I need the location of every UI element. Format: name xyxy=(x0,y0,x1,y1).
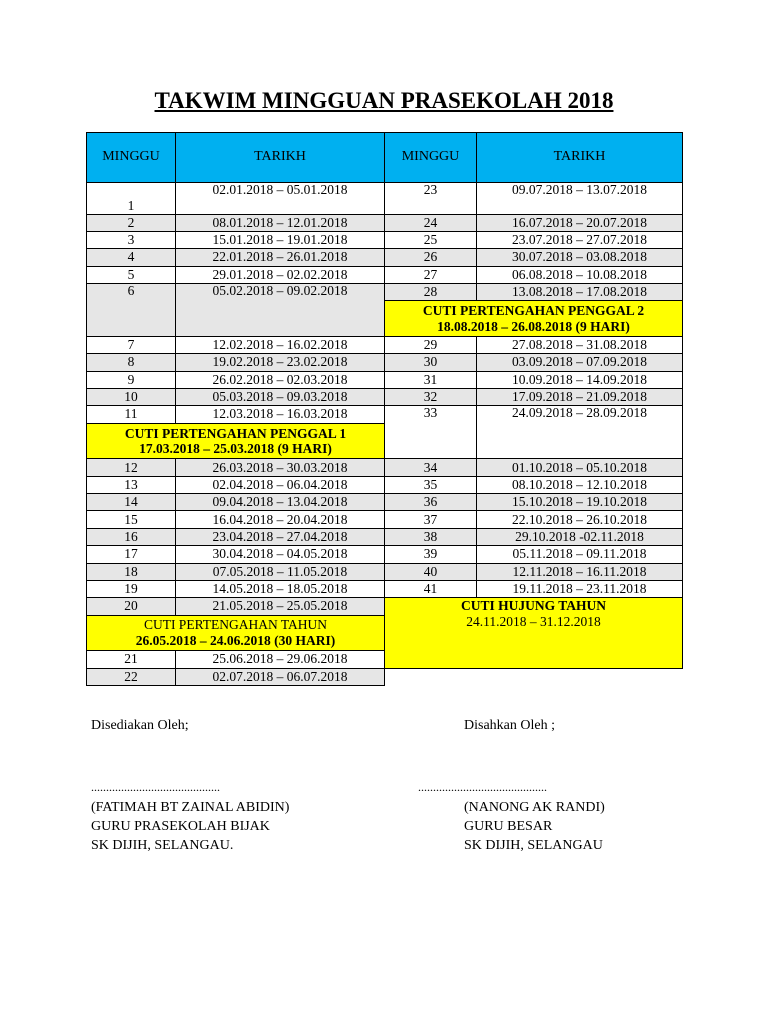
week-number: 25 xyxy=(385,231,477,248)
week-dates: 19.11.2018 – 23.11.2018 xyxy=(477,580,683,597)
header-minggu-left: MINGGU xyxy=(87,133,176,183)
holiday-mid-term-1 xyxy=(87,423,385,459)
table-row xyxy=(87,476,683,493)
week-number: 23 xyxy=(385,182,477,214)
week-number: 9 xyxy=(87,371,176,388)
week-number: 24 xyxy=(385,214,477,231)
week-number: 15 xyxy=(87,511,176,528)
page-title: TAKWIM MINGGUAN PRASEKOLAH 2018 xyxy=(154,88,614,113)
week-dates: 05.11.2018 – 09.11.2018 xyxy=(477,546,683,563)
header-tarikh-right: TARIKH xyxy=(477,133,683,183)
signature-line-right: ........................................... xyxy=(418,780,547,794)
week-dates: 23.04.2018 – 27.04.2018 xyxy=(176,528,385,545)
table-row xyxy=(87,354,683,371)
week-number: 14 xyxy=(87,494,176,511)
week-dates: 09.04.2018 – 13.04.2018 xyxy=(176,494,385,511)
holiday-dates: 24.11.2018 – 31.12.2018 xyxy=(466,613,601,629)
week-dates: 17.09.2018 – 21.09.2018 xyxy=(477,389,683,406)
week-dates: 12.02.2018 – 16.02.2018 xyxy=(176,337,385,354)
header-minggu-right: MINGGU xyxy=(385,133,477,183)
week-number: 1 xyxy=(87,182,176,214)
week-dates: 13.08.2018 – 17.08.2018 xyxy=(477,283,683,300)
week-number: 22 xyxy=(87,668,176,685)
week-number: 8 xyxy=(87,354,176,371)
week-dates: 01.10.2018 – 05.10.2018 xyxy=(477,459,683,476)
week-number: 41 xyxy=(385,580,477,597)
week-dates: 23.07.2018 – 27.07.2018 xyxy=(477,231,683,248)
week-number: 7 xyxy=(87,337,176,354)
week-number: 29 xyxy=(385,337,477,354)
table-row xyxy=(87,266,683,283)
week-number: 11 xyxy=(87,406,176,423)
week-dates: 27.08.2018 – 31.08.2018 xyxy=(477,337,683,354)
week-number: 5 xyxy=(87,266,176,283)
table-row xyxy=(87,546,683,563)
week-dates: 21.05.2018 – 25.05.2018 xyxy=(176,598,385,615)
signatory-name: (FATIMAH BT ZAINAL ABIDIN) xyxy=(91,800,290,815)
week-dates: 14.05.2018 – 18.05.2018 xyxy=(176,580,385,597)
holiday-year-end xyxy=(385,598,683,668)
table-row xyxy=(87,580,683,597)
table-row xyxy=(87,406,683,423)
holiday-title: CUTI PERTENGAHAN PENGGAL 2 xyxy=(422,303,645,319)
signatory-school: SK DIJIH, SELANGAU xyxy=(464,838,603,853)
signatory-role: GURU PRASEKOLAH BIJAK xyxy=(91,819,270,834)
prepared-by-label: Disediakan Oleh; xyxy=(91,718,189,733)
table-row xyxy=(87,494,683,511)
week-number: 37 xyxy=(385,511,477,528)
holiday-mid-term-2 xyxy=(385,301,683,337)
week-dates: 29.01.2018 – 02.02.2018 xyxy=(176,266,385,283)
holiday-title: CUTI PERTENGAHAN PENGGAL 1 xyxy=(124,425,347,441)
week-dates: 15.01.2018 – 19.01.2018 xyxy=(176,231,385,248)
table-row xyxy=(87,283,683,300)
holiday-mid-year xyxy=(87,615,385,651)
table-row xyxy=(87,214,683,231)
week-number: 13 xyxy=(87,476,176,493)
week-dates: 07.05.2018 – 11.05.2018 xyxy=(176,563,385,580)
table-header-row xyxy=(87,133,683,183)
holiday-dates: 26.05.2018 – 24.06.2018 (30 HARI) xyxy=(135,632,336,648)
week-dates: 26.02.2018 – 02.03.2018 xyxy=(176,371,385,388)
week-number: 33 xyxy=(385,406,477,459)
week-dates: 02.07.2018 – 06.07.2018 xyxy=(176,668,385,685)
week-number: 18 xyxy=(87,563,176,580)
table-row xyxy=(87,563,683,580)
table-row xyxy=(87,528,683,545)
week-dates: 25.06.2018 – 29.06.2018 xyxy=(176,651,385,668)
week-dates: 12.03.2018 – 16.03.2018 xyxy=(176,406,385,423)
week-dates: 16.07.2018 – 20.07.2018 xyxy=(477,214,683,231)
holiday-title: CUTI HUJUNG TAHUN xyxy=(460,598,606,614)
week-dates: 12.11.2018 – 16.11.2018 xyxy=(477,563,683,580)
week-number: 19 xyxy=(87,580,176,597)
week-dates: 03.09.2018 – 07.09.2018 xyxy=(477,354,683,371)
week-number: 28 xyxy=(385,283,477,300)
week-number: 16 xyxy=(87,528,176,545)
holiday-title: CUTI PERTENGAHAN TAHUN xyxy=(143,617,328,633)
week-number: 30 xyxy=(385,354,477,371)
week-number: 34 xyxy=(385,459,477,476)
week-number: 4 xyxy=(87,249,176,266)
signatory-name: (NANONG AK RANDI) xyxy=(464,800,605,815)
table-row xyxy=(87,371,683,388)
week-number: 35 xyxy=(385,476,477,493)
table-row xyxy=(87,231,683,248)
week-number: 21 xyxy=(87,651,176,668)
week-dates: 22.10.2018 – 26.10.2018 xyxy=(477,511,683,528)
week-number: 36 xyxy=(385,494,477,511)
week-dates: 09.07.2018 – 13.07.2018 xyxy=(477,182,683,214)
week-number: 27 xyxy=(385,266,477,283)
week-dates: 05.03.2018 – 09.03.2018 xyxy=(176,389,385,406)
week-number: 32 xyxy=(385,389,477,406)
week-dates: 30.04.2018 – 04.05.2018 xyxy=(176,546,385,563)
week-number: 6 xyxy=(87,283,176,336)
week-number: 20 xyxy=(87,598,176,615)
holiday-dates: 17.03.2018 – 25.03.2018 (9 HARI) xyxy=(139,441,332,457)
week-number: 31 xyxy=(385,371,477,388)
week-number: 3 xyxy=(87,231,176,248)
header-tarikh-left: TARIKH xyxy=(176,133,385,183)
table-row xyxy=(87,459,683,476)
week-dates: 26.03.2018 – 30.03.2018 xyxy=(176,459,385,476)
week-number: 17 xyxy=(87,546,176,563)
week-number: 12 xyxy=(87,459,176,476)
week-dates: 19.02.2018 – 23.02.2018 xyxy=(176,354,385,371)
empty-cell xyxy=(385,668,683,685)
calendar-table xyxy=(86,132,683,686)
week-dates: 24.09.2018 – 28.09.2018 xyxy=(477,406,683,459)
table-row xyxy=(87,337,683,354)
signatory-block-right xyxy=(464,798,605,855)
week-dates: 29.10.2018 -02.11.2018 xyxy=(477,528,683,545)
week-dates: 22.01.2018 – 26.01.2018 xyxy=(176,249,385,266)
week-dates: 02.01.2018 – 05.01.2018 xyxy=(176,182,385,214)
week-dates: 10.09.2018 – 14.09.2018 xyxy=(477,371,683,388)
week-number: 2 xyxy=(87,214,176,231)
holiday-dates: 18.08.2018 – 26.08.2018 (9 HARI) xyxy=(437,318,630,334)
week-dates: 16.04.2018 – 20.04.2018 xyxy=(176,511,385,528)
approved-by-label: Disahkan Oleh ; xyxy=(464,718,555,733)
week-number: 39 xyxy=(385,546,477,563)
week-number: 38 xyxy=(385,528,477,545)
week-dates: 15.10.2018 – 19.10.2018 xyxy=(477,494,683,511)
week-number: 10 xyxy=(87,389,176,406)
table-row xyxy=(87,182,683,214)
table-row xyxy=(87,668,683,685)
table-row xyxy=(87,511,683,528)
signatory-block-left xyxy=(91,798,289,855)
signatory-role: GURU BESAR xyxy=(464,819,553,834)
week-dates: 05.02.2018 – 09.02.2018 xyxy=(176,283,385,336)
table-row xyxy=(87,249,683,266)
table-row xyxy=(87,598,683,615)
signatory-school: SK DIJIH, SELANGAU. xyxy=(91,838,234,853)
table-row xyxy=(87,389,683,406)
week-dates: 02.04.2018 – 06.04.2018 xyxy=(176,476,385,493)
week-number: 40 xyxy=(385,563,477,580)
week-number: 26 xyxy=(385,249,477,266)
week-dates: 08.01.2018 – 12.01.2018 xyxy=(176,214,385,231)
week-dates: 30.07.2018 – 03.08.2018 xyxy=(477,249,683,266)
signature-line-left: ........................................... xyxy=(91,780,220,794)
week-dates: 08.10.2018 – 12.10.2018 xyxy=(477,476,683,493)
week-dates: 06.08.2018 – 10.08.2018 xyxy=(477,266,683,283)
